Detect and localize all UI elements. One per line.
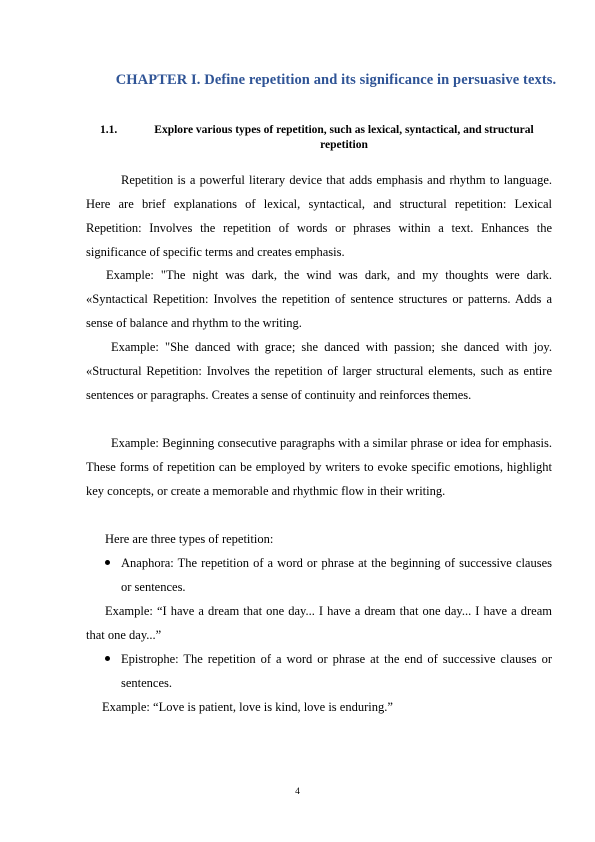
paragraph-syntactical-example: Example: "She danced with grace; she danced with passion; she danced with joy. «Structural Repetition: Involves the repetition of larger structural elements, such as entire sentences or paragraphs. Creates a sense of continuity and reinforces themes.: [86, 340, 552, 402]
list-item: [105, 551, 552, 599]
paragraph-intro: Repetition is a powerful literary device that adds emphasis and rhythm to language. Here are brief explanations of lexical, syntactical, and structural repetition: Lexical Repetition: Involves the repetition of words or phrases within a text. Enhances the significance of specific terms and creates emphasis.: [86, 173, 552, 259]
paragraph-structural-example: Example: Beginning consecutive paragraphs with a similar phrase or idea for emphasis. These forms of repetition can be employed by writers to evoke specific emotions, highlight key concepts, or create a memorable and rhythmic flow in their writing.: [86, 436, 552, 498]
page-number: 4: [295, 787, 300, 797]
paragraph-epistrophe-example: Example: “Love is patient, love is kind, love is enduring.”: [102, 700, 393, 714]
chapter-title: CHAPTER I. Define repetition and its significance in persuasive texts.: [115, 72, 557, 88]
list-item: [105, 647, 552, 695]
section-title: Explore various types of repetition, such as lexical, syntactical, and structural repetition: [154, 124, 534, 151]
bullet-icon: [105, 656, 110, 661]
paragraph-anaphora-example: Example: “I have a dream that one day... I have a dream that one day... I have a dream that one day...”: [86, 604, 552, 642]
list-item-text: Epistrophe: The repetition of a word or phrase at the end of successive clauses or sentences.: [121, 652, 552, 690]
paragraph-lexical-example: Example: "The night was dark, the wind was dark, and my thoughts were dark. «Syntactical Repetition: Involves the repetition of sentence structures or patterns. Adds a sense of balance and rhythm to the writing.: [86, 268, 552, 330]
bullet-icon: [105, 560, 110, 565]
paragraph-types-intro: Here are three types of repetition:: [105, 532, 274, 546]
section-number: 1.1.: [100, 124, 118, 136]
list-item-text: Anaphora: The repetition of a word or phrase at the beginning of successive clauses or sentences.: [121, 556, 552, 594]
